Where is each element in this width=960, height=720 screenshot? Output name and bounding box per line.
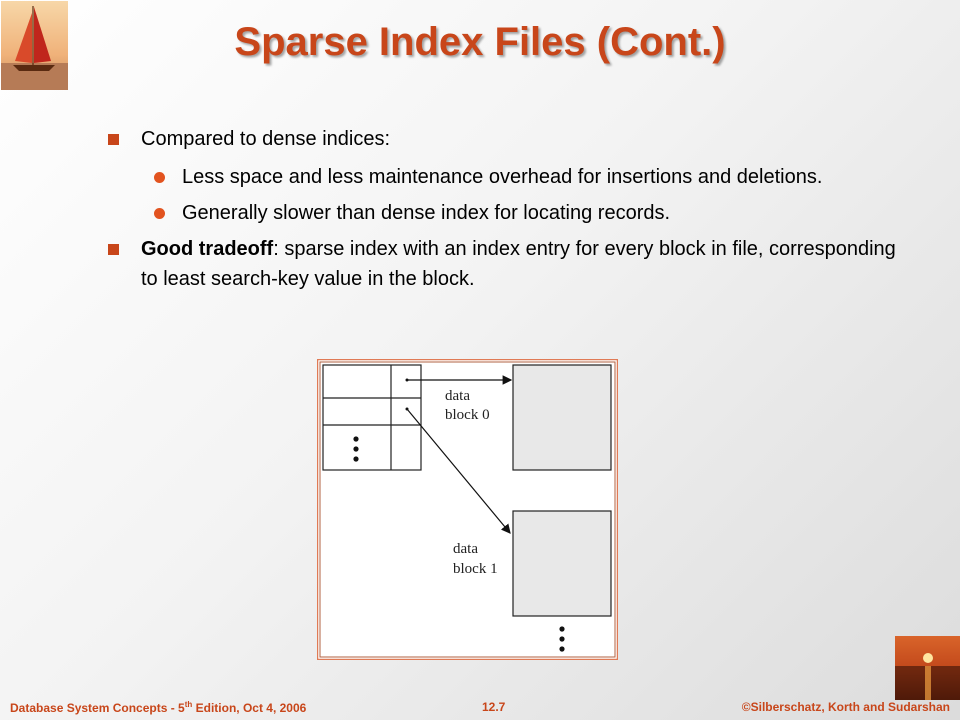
square-bullet-icon xyxy=(108,134,119,145)
sparse-index-diagram xyxy=(317,359,618,660)
data-block-1 xyxy=(513,511,611,616)
data-block-0 xyxy=(513,365,611,470)
bullet-bold-term: Good tradeoff xyxy=(141,238,274,260)
block1-label-line1: data xyxy=(453,541,478,557)
footer-book-info: Database System Concepts - 5th Edition, Oct 4, 2006 xyxy=(10,700,307,715)
footer-page-number: 12.7 xyxy=(482,700,506,714)
block0-label-line1: data xyxy=(445,388,470,404)
sub-bullet-slower xyxy=(154,198,908,228)
sunset-image-icon xyxy=(895,636,960,700)
round-bullet-icon xyxy=(154,208,165,219)
bullet-good-tradeoff xyxy=(108,234,908,294)
block1-label-line2: block 1 xyxy=(453,561,498,577)
footer-copyright: ©Silberschatz, Korth and Sudarshan xyxy=(741,700,950,714)
bullet-compared xyxy=(108,124,908,154)
block0-label-line2: block 0 xyxy=(445,407,490,423)
bullet-text: : sparse index with an index entry for every block in file, corresponding to least search-key value in the block. xyxy=(141,238,896,290)
sub-bullet-text: Generally slower than dense index for locating records. xyxy=(182,202,671,224)
round-bullet-icon xyxy=(154,172,165,183)
slide-title: Sparse Index Files (Cont.) xyxy=(234,20,726,64)
slide-content xyxy=(108,124,908,302)
slide-footer xyxy=(0,700,960,720)
sub-bullet-less-space xyxy=(154,162,908,192)
square-bullet-icon xyxy=(108,244,119,255)
bullet-text: Compared to dense indices: xyxy=(141,128,391,150)
sub-bullet-text: Less space and less maintenance overhead for insertions and deletions. xyxy=(182,166,823,188)
